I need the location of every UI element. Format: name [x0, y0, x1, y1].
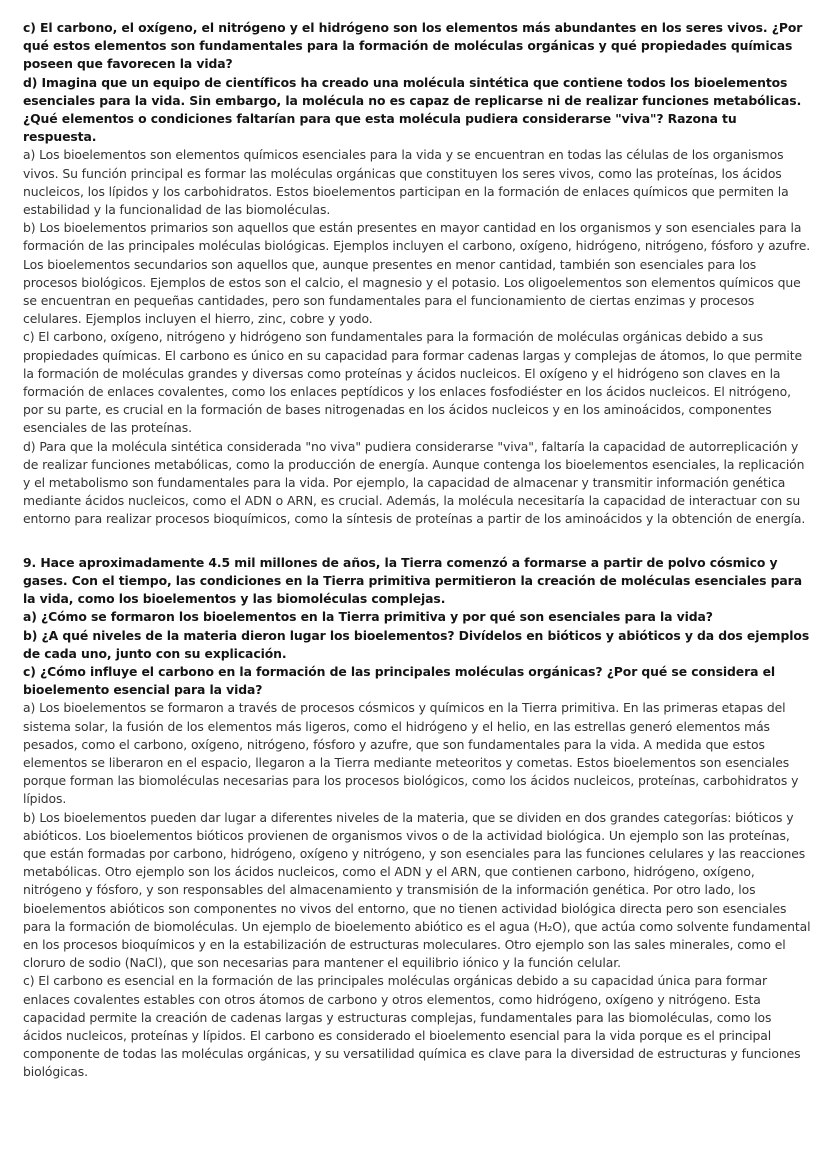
question-9-intro: 9. Hace aproximadamente 4.5 mil millones de años, la Tierra comenzó a formarse a partir de polvo cósmico y gases. Con el tiempo, las condiciones en la Tierra primitiva permitieron la creación de moléculas esenciales para la vida, como los bioelementos y las biomoléculas complejas.	[23, 554, 802, 607]
answer-b: b) Los bioelementos primarios son aquellos que están presentes en mayor cantidad en los organismos y son esenciales para la formación de las principales moléculas biológicas. Ejemplos incluyen el carbono, oxígeno, hidrógeno, nitrógeno, fósforo y azufre. Los bioelementos secundarios son aquellos que, aunque presentes en menor cantidad, también son esenciales para los procesos biológicos. Ejemplos de estos son el calcio, el magnesio y el potasio. Los oligoelementos son elementos químicos que se encuentran en pequeñas cantidades, pero son fundamentales para el funcionamiento de ciertas enzimas y procesos celulares. Ejemplos incluyen el hierro, zinc, cobre y yodo.	[23, 220, 811, 327]
answer-9a: a) Los bioelementos se formaron a través de procesos cósmicos y químicos en la Tierra primitiva. En las primeras etapas del sistema solar, la fusión de los elementos más ligeros, como el hidrógeno y el helio, en las estrellas generó elementos más pesados, como el carbono, oxígeno, nitrógeno, fósforo y azufre, que son fundamentales para la vida. A medida que estos elementos se liberaron en el espacio, llegaron a la Tierra mediante meteoritos y cometas. Estos bioelementos son esenciales porque forman las biomoléculas necesarias para los procesos biológicos, como los ácidos nucleicos, proteínas, carbohidratos y lípidos.	[23, 700, 799, 807]
question-9b: b) ¿A qué niveles de la materia dieron lugar los bioelementos? Divídelos en bióticos y abióticos y da dos ejemplos de cada uno, junto con su explicación.	[23, 627, 810, 661]
section-question-9	[23, 554, 811, 1082]
answer-c: c) El carbono, oxígeno, nitrógeno y hidrógeno son fundamentales para la formación de moléculas orgánicas debido a sus propiedades químicas. El carbono es único en su capacidad para formar cadenas largas y complejas de átomos, lo que permite la formación de moléculas grandes y diversas como proteínas y ácidos nucleicos. El oxígeno y el hidrógeno son claves en la formación de enlaces covalentes, como los enlaces peptídicos y los enlaces fosfodiéster en los ácidos nucleicos. El nitrógeno, por su parte, es crucial en la formación de bases nitrogenadas en los ácidos nucleicos y en los aminoácidos, componentes esenciales de las proteínas.	[23, 329, 803, 436]
question-c: c) El carbono, el oxígeno, el nitrógeno y el hidrógeno son los elementos más abundantes en los seres vivos. ¿Por qué estos elementos son fundamentales para la formación de moléculas orgánicas y qué propiedades químicas poseen que favorecen la vida?	[23, 20, 803, 72]
question-9c: c) ¿Cómo influye el carbono en la formación de las principales moléculas orgánicas? ¿Por qué se considera el bioelemento esencial para la vida?	[23, 663, 776, 698]
section-previous-questions	[23, 19, 811, 529]
answer-9b: b) Los bioelementos pueden dar lugar a diferentes niveles de la materia, que se dividen en dos grandes categorías: bióticos y abióticos. Los bioelementos bióticos provienen de organismos vivos o de la actividad biológica. Un ejemplo son las proteínas, que están formadas por carbono, hidrógeno, oxígeno y nitrógeno, y son esenciales para las funciones celulares y las reacciones metabólicas. Otro ejemplo son los ácidos nucleicos, como el ADN y el ARN, que contienen carbono, hidrógeno, oxígeno, nitrógeno y fósforo, y son responsables del almacenamiento y transmisión de la información genética. Por otro lado, los bioelementos abióticos son componentes no vivos del entorno, que no tienen actividad biológica directa pero son esenciales para la formación de biomoléculas. Un ejemplo de bioelemento abiótico es el agua (H₂O), que actúa como solvente fundamental en los procesos bioquímicos y en la estabilización de estructuras moleculares. Otro ejemplo son las sales minerales, como el cloruro de sodio (NaCl), que son necesarias para mantener el equilibrio iónico y la función celular.	[23, 809, 811, 971]
answer-a: a) Los bioelementos son elementos químicos esenciales para la vida y se encuentran en todas las células de los organismos vivos. Su función principal es formar las moléculas orgánicas que constituyen los seres vivos, como las proteínas, los ácidos nucleicos, los lípidos y los carbohidratos. Estos bioelementos participan en la formación de enlaces químicos que permiten la estabilidad y la funcionalidad de las biomoléculas.	[23, 147, 789, 218]
section-spacer	[23, 529, 811, 554]
answer-9c: c) El carbono es esencial en la formación de las principales moléculas orgánicas debido a su capacidad única para formar enlaces covalentes estables con otros átomos de carbono y otros elementos, como hidrógeno, oxígeno y nitrógeno. Esta capacidad permite la creación de cadenas largas y estructuras complejas, fundamentales para las biomoléculas, como los ácidos nucleicos, proteínas y lípidos. El carbono es considerado el bioelemento esencial para la vida porque es el principal componente de todas las moléculas orgánicas, y su versatilidad química es clave para la diversidad de estructuras y funciones biológicas.	[23, 973, 801, 1080]
document-page	[23, 19, 811, 1082]
question-9a: a) ¿Cómo se formaron los bioelementos en la Tierra primitiva y por qué son esenciales para la vida?	[23, 609, 713, 625]
answer-d: d) Para que la molécula sintética considerada "no viva" pudiera considerarse "viva", faltaría la capacidad de autorreplicación y de realizar funciones metabólicas, como la producción de energía. Aunque contenga los bioelementos esenciales, la replicación y el metabolismo son fundamentales para la vida. Por ejemplo, la capacidad de almacenar y transmitir información genética mediante ácidos nucleicos, como el ADN o ARN, es crucial. Además, la molécula necesitaría la capacidad de interactuar con su entorno para realizar procesos bioquímicos, como la síntesis de proteínas a partir de los aminoácidos y la obtención de energía.	[23, 438, 806, 527]
question-d: d) Imagina que un equipo de científicos ha creado una molécula sintética que contiene todos los bioelementos esenciales para la vida. Sin embargo, la molécula no es capaz de replicarse ni de realizar funciones metabólicas. ¿Qué elementos o condiciones faltarían para que esta molécula pudiera considerarse "viva"? Razona tu respuesta.	[23, 74, 802, 145]
